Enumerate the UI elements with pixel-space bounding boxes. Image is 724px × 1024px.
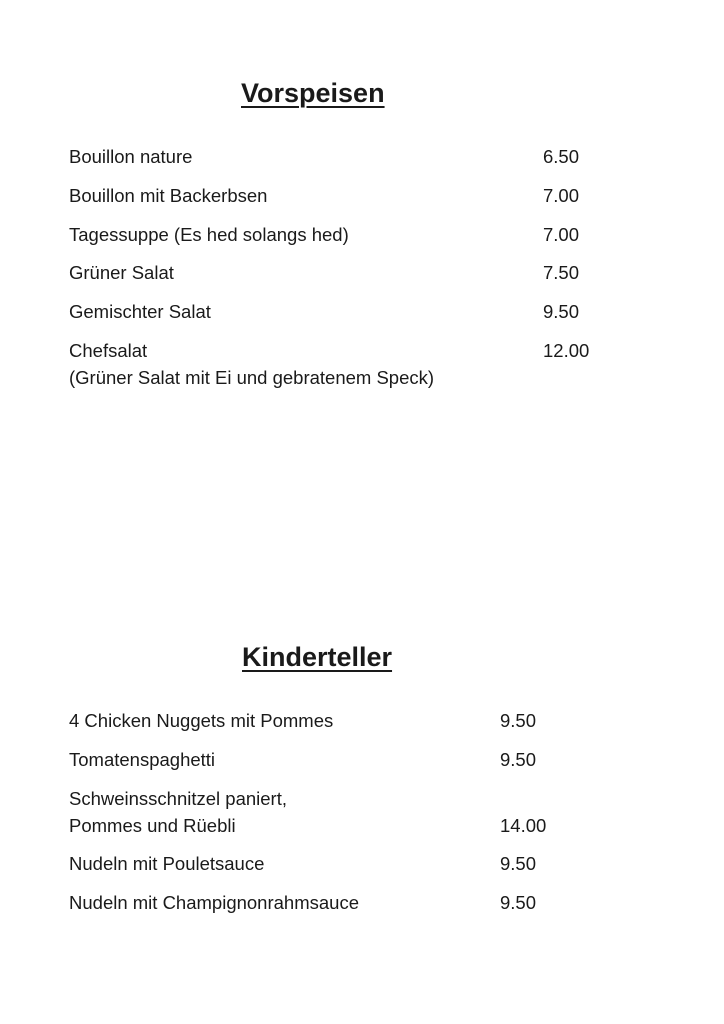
item-price: 9.50 (543, 301, 580, 323)
item-name: Grüner Salat (69, 262, 174, 284)
item-price: 9.50 (500, 710, 537, 731)
item-price: 7.00 (543, 184, 580, 206)
item-price: 6.50 (543, 146, 580, 167)
item-name: Tomatenspaghetti (69, 748, 216, 770)
item-note: (Grüner Salat mit Ei und gebratenem Speck) (69, 366, 435, 388)
item-name: Nudeln mit Pouletsauce (69, 853, 265, 875)
menu-item (69, 850, 589, 877)
section-title-kinderteller: Kinderteller (242, 642, 393, 672)
menu-item (69, 143, 629, 170)
item-price: 14.00 (500, 814, 547, 836)
item-name: Schweinsschnitzel paniert, (69, 787, 287, 809)
item-price: 12.00 (543, 339, 590, 361)
item-price: 9.50 (500, 853, 537, 875)
item-name: Bouillon nature (69, 146, 193, 167)
menu-item (69, 707, 589, 734)
menu-list-vorspeisen (69, 143, 629, 403)
item-name: 4 Chicken Nuggets mit Pommes (69, 710, 334, 731)
item-price: 7.00 (543, 223, 580, 245)
menu-item (69, 259, 629, 286)
menu-list-kinderteller (69, 707, 589, 928)
item-price: 9.50 (500, 892, 537, 914)
item-name: Gemischter Salat (69, 301, 211, 323)
menu-item (69, 298, 629, 325)
item-note: Pommes und Rüebli (69, 814, 236, 836)
item-name: Tagessuppe (Es hed solangs hed) (69, 223, 349, 245)
menu-item (69, 182, 629, 209)
item-name: Bouillon mit Backerbsen (69, 184, 268, 206)
section-title-vorspeisen: Vorspeisen (241, 78, 385, 108)
item-price: 9.50 (500, 748, 537, 770)
menu-item (69, 889, 589, 916)
menu-item (69, 785, 589, 839)
item-name: Nudeln mit Champignonrahmsauce (69, 892, 359, 914)
item-price: 7.50 (543, 262, 580, 284)
menu-item (69, 746, 589, 773)
item-name: Chefsalat (69, 339, 148, 361)
menu-item (69, 337, 629, 391)
menu-item (69, 221, 629, 248)
